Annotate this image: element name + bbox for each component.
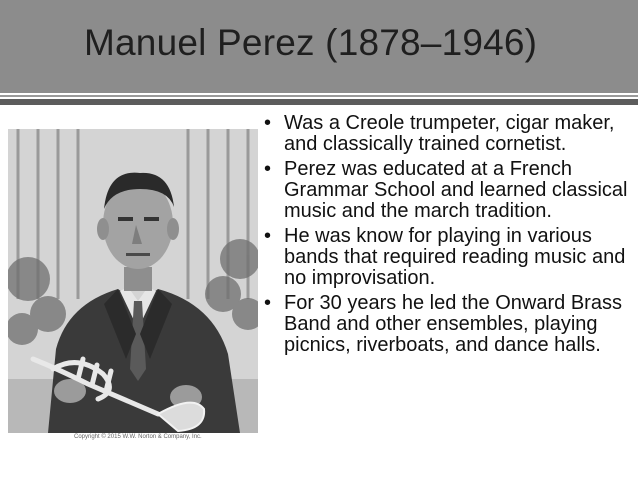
bullet-text: Perez was educated at a French Grammar School and learned classical music and the march tradition. <box>284 158 628 222</box>
bullet-item <box>262 159 632 222</box>
bullet-list <box>262 113 632 360</box>
bullet-dot-icon: • <box>264 112 272 134</box>
photo-credit: Copyright © 2015 W.W. Norton & Company, Inc. <box>74 434 202 440</box>
bullet-text: He was know for playing in various bands that required reading music and no improvisation. <box>284 225 626 289</box>
title-divider-thin <box>0 95 638 97</box>
bullet-text: Was a Creole trumpeter, cigar maker, and classically trained cornetist. <box>284 112 615 155</box>
bullet-item <box>262 293 632 356</box>
title-bar <box>0 0 638 93</box>
bullet-dot-icon: • <box>264 292 272 314</box>
title-divider-thick <box>0 99 638 105</box>
bullet-dot-icon: • <box>264 225 272 247</box>
slide-title: Manuel Perez (1878–1946) <box>84 22 538 63</box>
bullet-item <box>262 226 632 289</box>
bullet-text: For 30 years he led the Onward Brass Band and other ensembles, playing picnics, riverboats, and dance halls. <box>284 292 622 356</box>
bullet-dot-icon: • <box>264 158 272 180</box>
bullet-item <box>262 113 632 155</box>
portrait-photo <box>8 129 258 433</box>
